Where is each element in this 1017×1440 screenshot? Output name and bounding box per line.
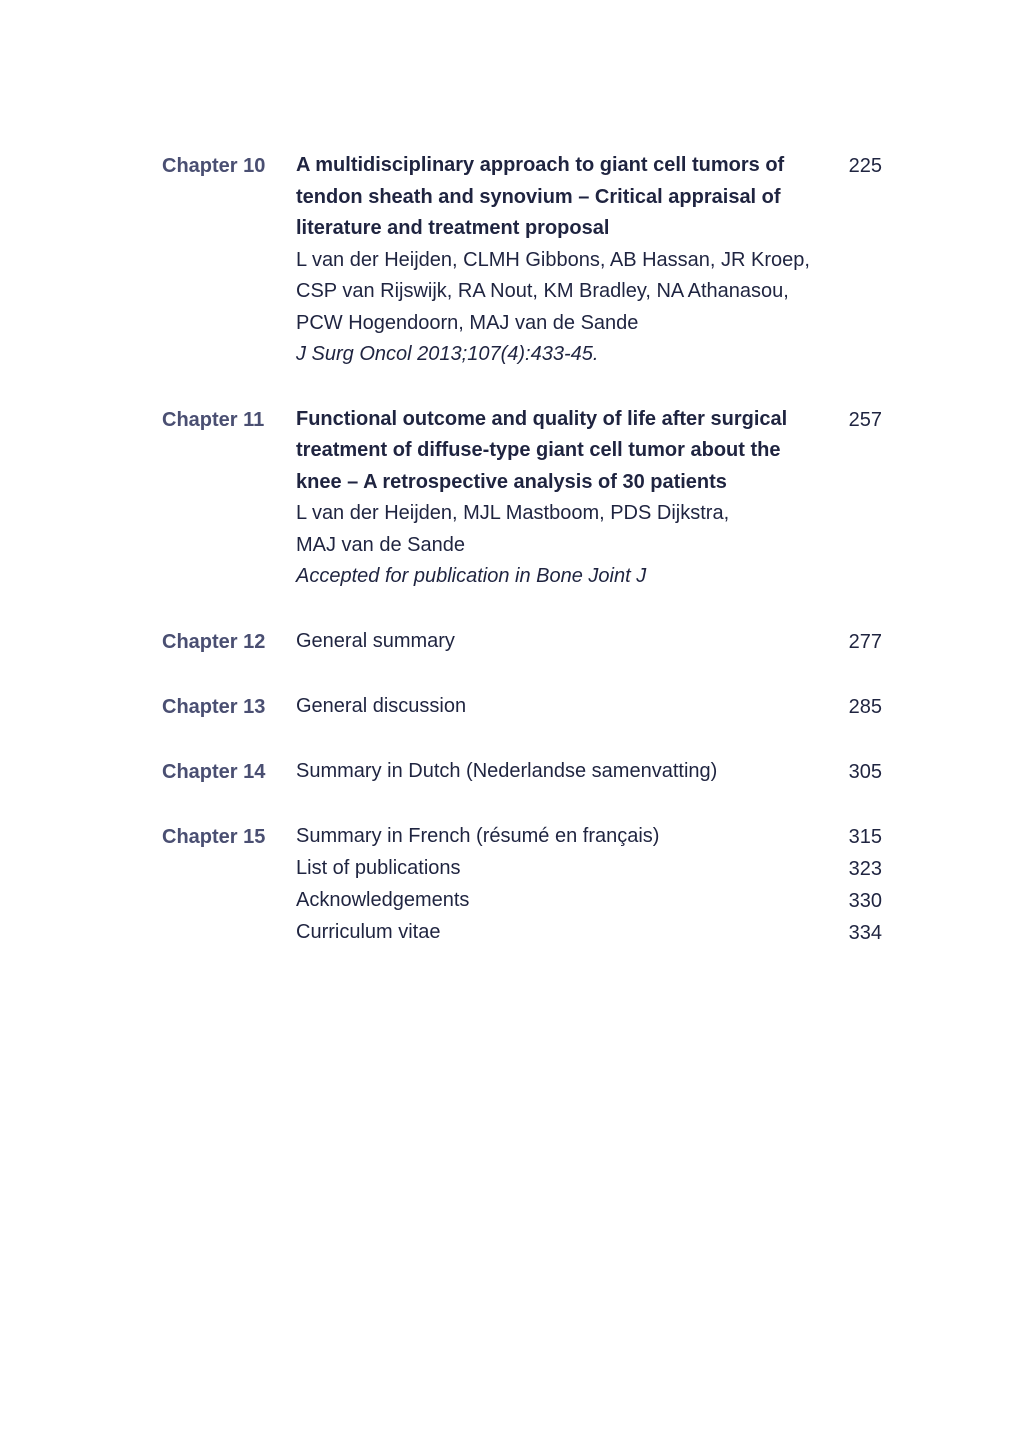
entry-body	[296, 404, 882, 593]
item-main	[296, 756, 816, 788]
toc-item	[296, 885, 882, 917]
toc-item	[296, 821, 882, 853]
toc-item	[296, 853, 882, 885]
entry-body	[296, 691, 882, 723]
item-main	[296, 853, 816, 885]
chapter-title: List of publications	[296, 856, 461, 879]
chapter-title: General discussion	[296, 694, 467, 717]
chapter-authors: L van der Heijden, CLMH Gibbons, AB Hassan, JR Kroep, CSP van Rijswijk, RA Nout, KM Bradley, NA Athanasou, PCW Hogendoorn, MAJ van de Sande	[296, 248, 810, 334]
entry-body	[296, 821, 882, 949]
chapter-title: General summary	[296, 629, 455, 652]
chapter-journal: Accepted for publication in Bone Joint J	[296, 565, 647, 587]
chapter-title: Acknowledgements	[296, 888, 470, 911]
toc-item	[296, 404, 882, 593]
page-number: 225	[848, 155, 882, 177]
item-main	[296, 917, 816, 949]
page-number: 257	[848, 408, 882, 431]
item-main	[296, 821, 816, 853]
chapter-title: Curriculum vitae	[296, 920, 441, 943]
chapter-authors: L van der Heijden, MJL Mastboom, PDS Dijkstra, MAJ van de Sande	[296, 502, 730, 556]
page-number: 315	[848, 825, 882, 848]
entry-body	[296, 150, 882, 371]
toc-item	[296, 626, 882, 658]
chapter-title: Summary in Dutch (Nederlandse samenvatting)	[296, 759, 718, 782]
toc-entry-chapter-15	[162, 821, 882, 949]
chapter-label: Chapter 11	[162, 408, 265, 431]
item-main	[296, 885, 816, 917]
chapter-journal: J Surg Oncol 2013;107(4):433-45.	[296, 343, 599, 365]
item-main	[296, 626, 816, 658]
item-main	[296, 691, 816, 723]
toc-item	[296, 691, 882, 723]
toc-item	[296, 756, 882, 788]
chapter-label: Chapter 14	[162, 760, 266, 783]
toc-entry-chapter-10	[162, 150, 882, 371]
page-number: 334	[848, 921, 882, 944]
chapter-label: Chapter 10	[162, 155, 266, 177]
page-number: 330	[848, 889, 882, 912]
table-of-contents	[162, 150, 882, 982]
chapter-title: A multidisciplinary approach to giant cell tumors of tendon sheath and synovium – Critical appraisal of literature and treatment proposal	[296, 154, 785, 239]
toc-entry-chapter-12	[162, 626, 882, 658]
toc-item	[296, 917, 882, 949]
item-main	[296, 150, 816, 371]
chapter-label: Chapter 15	[162, 825, 266, 848]
chapter-label: Chapter 13	[162, 695, 266, 718]
chapter-title: Summary in French (résumé en français)	[296, 824, 660, 847]
chapter-title: Functional outcome and quality of life after surgical treatment of diffuse-type giant cell tumor about the knee – A retrospective analysis of 30 patients	[296, 407, 788, 493]
toc-entry-chapter-14	[162, 756, 882, 788]
entry-body	[296, 756, 882, 788]
page-number: 305	[848, 760, 882, 783]
toc-item	[296, 150, 882, 371]
page-number: 323	[848, 857, 882, 880]
entry-body	[296, 626, 882, 658]
chapter-label: Chapter 12	[162, 630, 266, 653]
toc-entry-chapter-13	[162, 691, 882, 723]
page-number: 285	[848, 695, 882, 718]
item-main	[296, 404, 816, 593]
toc-entry-chapter-11	[162, 404, 882, 593]
page-number: 277	[848, 630, 882, 653]
